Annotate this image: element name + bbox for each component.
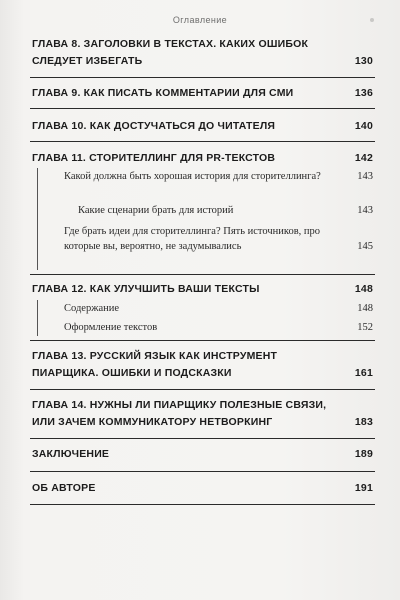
toc-entry-conclusion [32, 446, 373, 463]
toc-subentry-title: Какой должна быть хорошая история для сторителлинга? [64, 171, 321, 182]
subentry-bracket [37, 168, 38, 270]
toc-entry-title: ГЛАВА 13. РУССКИЙ ЯЗЫК КАК ИНСТРУМЕНТ ПИАРЩИКА. ОШИБКИ И ПОДСКАЗКИ [32, 350, 278, 379]
toc-entry-ch14 [32, 397, 373, 431]
toc-entry-ch11 [32, 150, 373, 167]
page-header: Оглавление [172, 15, 228, 25]
toc-entry-page: 183 [354, 416, 373, 428]
toc-entry-page: 161 [354, 367, 373, 379]
toc-entry-ch8 [32, 36, 373, 70]
toc-entry-title: ГЛАВА 11. СТОРИТЕЛЛИНГ ДЛЯ PR-ТЕКСТОВ [32, 152, 276, 164]
toc-entry-page: 136 [354, 87, 373, 99]
toc-subentry-title: Какие сценарии брать для историй [78, 205, 234, 216]
toc-subentry-title: Содержание [64, 303, 120, 314]
toc-entry-page: 142 [354, 152, 373, 164]
toc-entry-title: ЗАКЛЮЧЕНИЕ [32, 448, 110, 460]
toc-entry-ch9 [32, 85, 373, 102]
toc-subentry [64, 169, 373, 184]
toc-subentry-page: 148 [357, 303, 373, 314]
toc-entry-title: ГЛАВА 14. НУЖНЫ ЛИ ПИАРЩИКУ ПОЛЕЗНЫЕ СВЯЗИ, ИЛИ ЗАЧЕМ КОММУНИКАТОРУ НЕТВОРКИНГ [32, 399, 327, 428]
toc-subentry-title: Оформление текстов [64, 322, 158, 333]
toc-entry-page: 130 [354, 55, 373, 67]
toc-subentry [64, 320, 373, 335]
toc-entry-title: ОБ АВТОРЕ [32, 482, 96, 494]
toc-subentry-title: Где брать идеи для сторителлинга? Пять источников, про которые вы, вероятно, не задумывались [64, 226, 321, 252]
divider [30, 471, 375, 472]
toc-subentry [78, 203, 373, 218]
toc-entry-title: ГЛАВА 8. ЗАГОЛОВКИ В ТЕКСТАХ. КАКИХ ОШИБОК СЛЕДУЕТ ИЗБЕГАТЬ [32, 38, 309, 67]
divider [30, 274, 375, 275]
divider [30, 504, 375, 505]
toc-subentry-page: 145 [357, 241, 373, 252]
toc-subentry-page: 143 [357, 205, 373, 216]
toc-subentry [64, 224, 373, 254]
toc-subentry-page: 143 [357, 171, 373, 182]
subentry-bracket [37, 300, 38, 336]
toc-entry-title: ГЛАВА 9. КАК ПИСАТЬ КОММЕНТАРИИ ДЛЯ СМИ [32, 87, 294, 99]
divider [30, 340, 375, 341]
toc-subentry-page: 152 [357, 322, 373, 333]
toc-entry-page: 191 [354, 482, 373, 494]
toc-entry-ch10 [32, 118, 373, 135]
divider [30, 389, 375, 390]
divider [30, 77, 375, 78]
toc-entry-title: ГЛАВА 12. КАК УЛУЧШИТЬ ВАШИ ТЕКСТЫ [32, 283, 260, 295]
toc-entry-page: 140 [354, 120, 373, 132]
divider [30, 141, 375, 142]
toc-entry-page: 148 [354, 283, 373, 295]
divider [30, 108, 375, 109]
toc-subentry [64, 301, 373, 316]
toc-entry-title: ГЛАВА 10. КАК ДОСТУЧАТЬСЯ ДО ЧИТАТЕЛЯ [32, 120, 276, 132]
toc-entry-about-author [32, 480, 373, 497]
divider [30, 438, 375, 439]
toc-entry-ch13 [32, 348, 373, 382]
toc-entry-ch12 [32, 281, 373, 298]
toc-entry-page: 189 [354, 448, 373, 460]
